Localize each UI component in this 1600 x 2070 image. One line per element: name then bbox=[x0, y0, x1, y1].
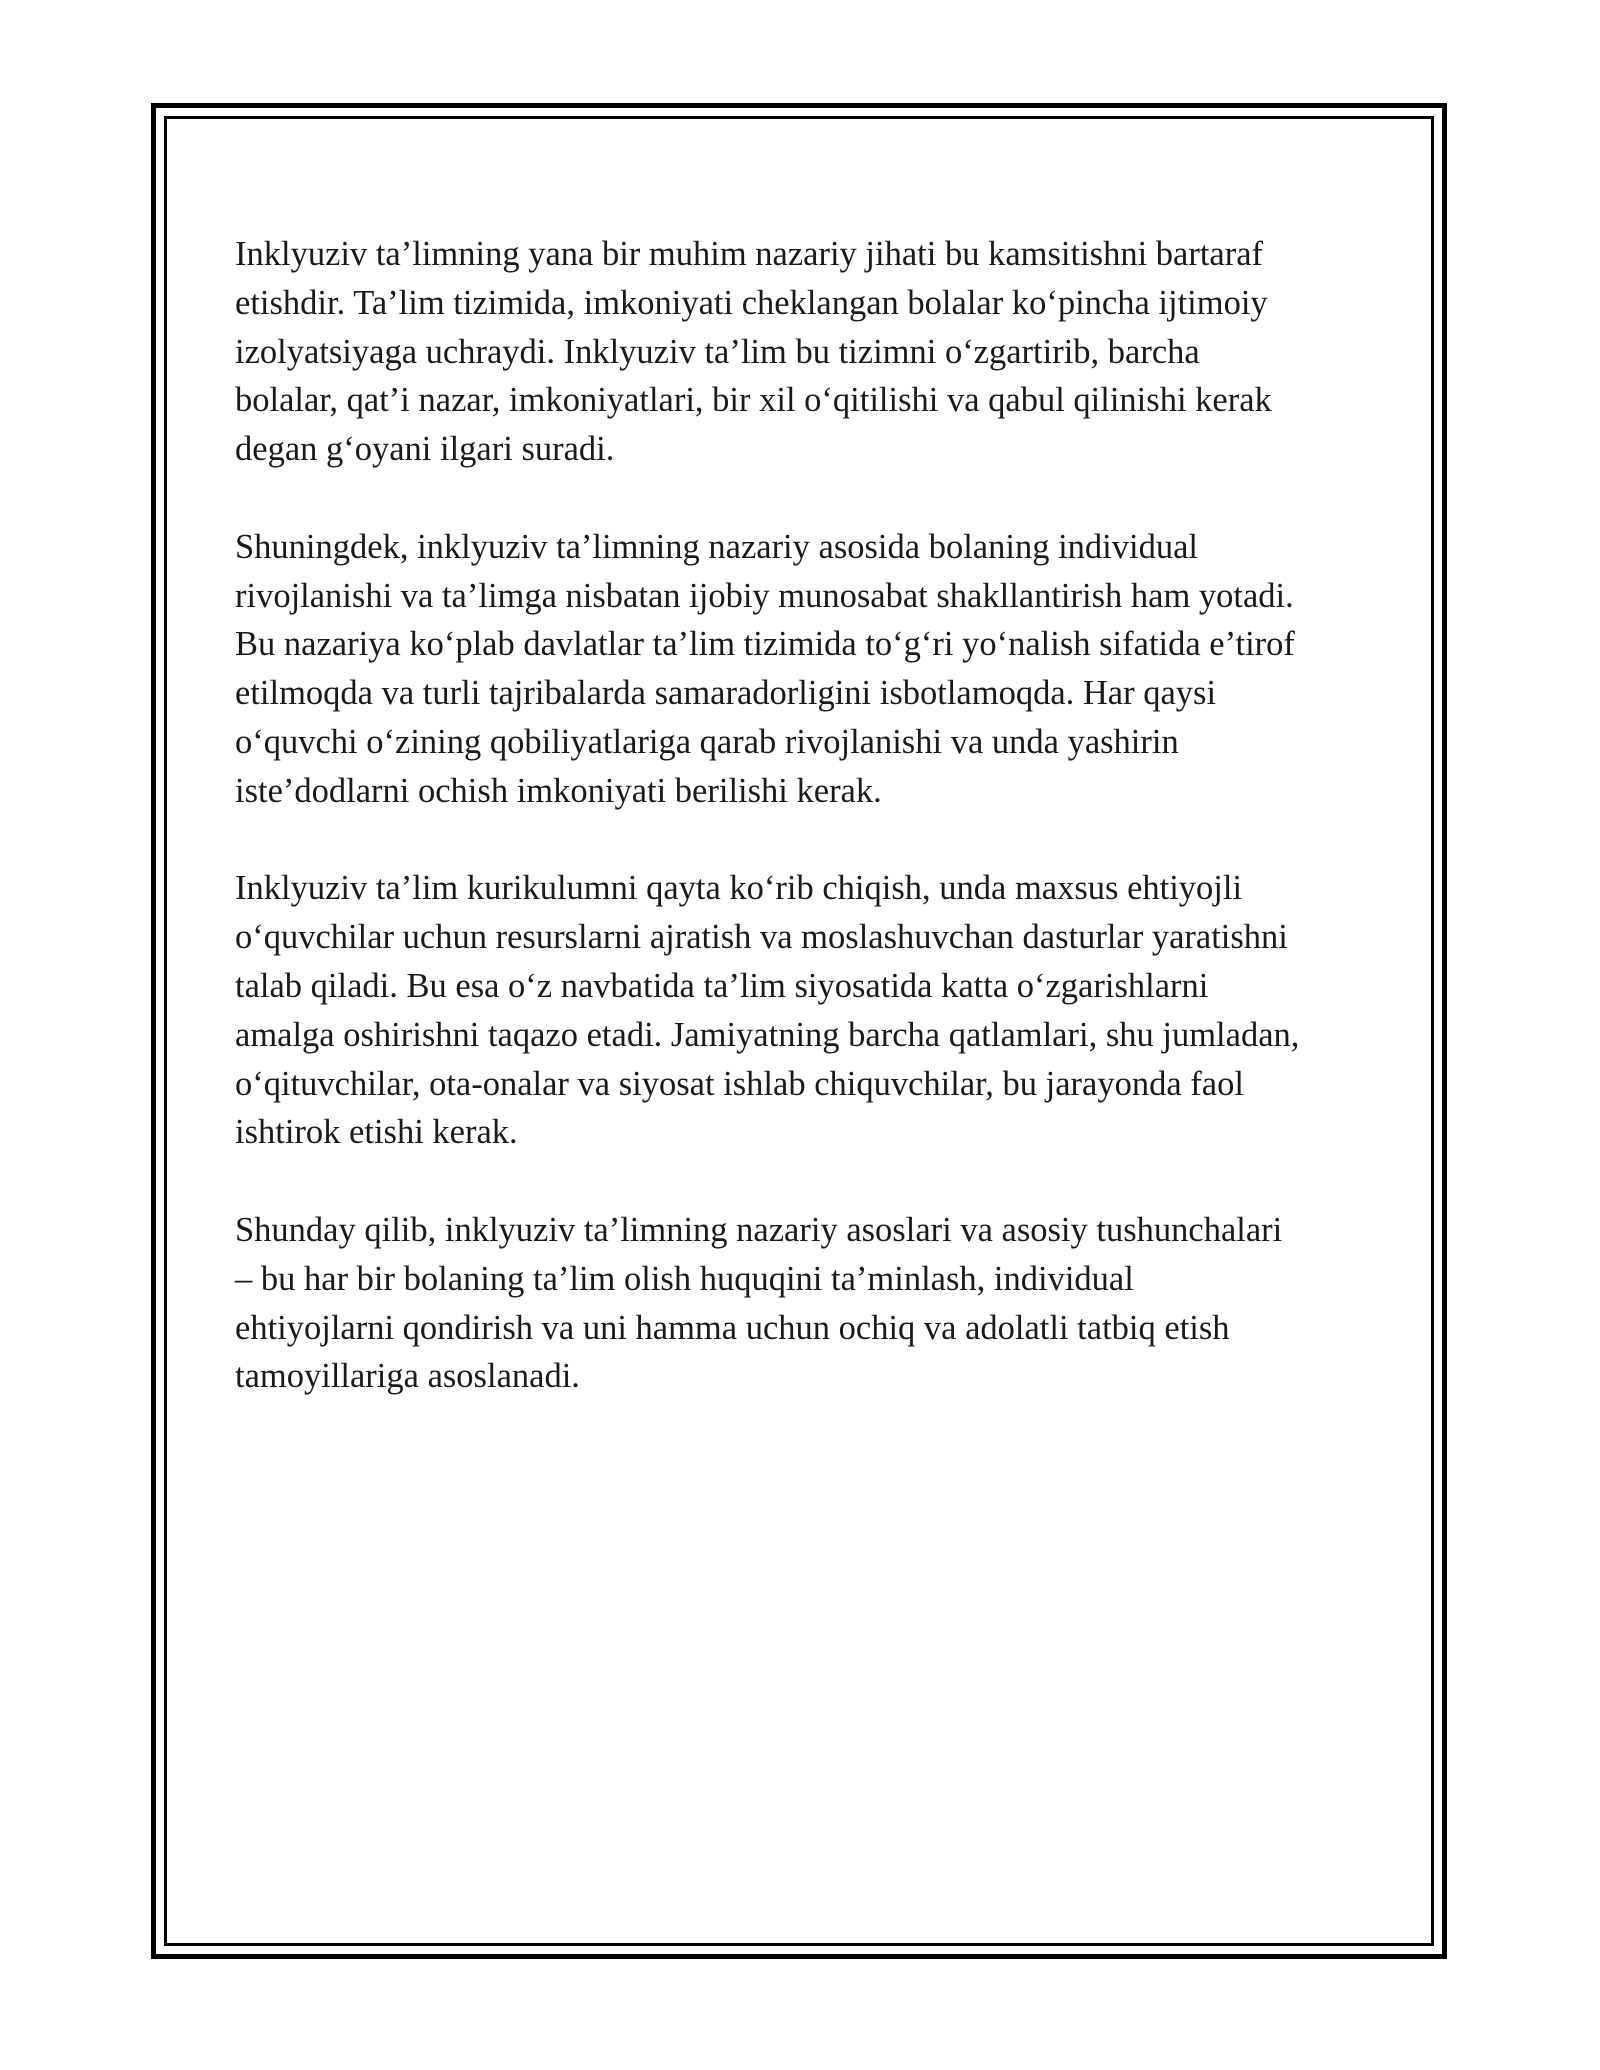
text-line: bolalar, qat’i nazar, imkoniyatlari, bir xil o‘qitilishi va qabul qilinishi kerak bbox=[235, 381, 1272, 420]
text-line: rivojlanishi va ta’limga nisbatan ijobiy munosabat shakllantirish ham yotadi. bbox=[235, 576, 1294, 615]
text-line: talab qiladi. Bu esa o‘z navbatida ta’lim siyosatida katta o‘zgarishlarni bbox=[235, 966, 1209, 1005]
text-line: etishdir. Ta’lim tizimida, imkoniyati cheklangan bolalar ko‘pincha ijtimoiy bbox=[235, 283, 1268, 322]
text-line: o‘quvchilar uchun resurslarni ajratish va moslashuvchan dasturlar yaratishni bbox=[235, 918, 1288, 957]
text-line: o‘quvchi o‘zining qobiliyatlariga qarab rivojlanishi va unda yashirin bbox=[235, 722, 1179, 761]
text-line: o‘qituvchilar, ota-onalar va siyosat ishlab chiquvchilar, bu jarayonda faol bbox=[235, 1064, 1244, 1103]
paragraph-1 bbox=[235, 230, 1375, 474]
text-line: Shuningdek, inklyuziv ta’limning nazariy asosida bolaning individual bbox=[235, 527, 1198, 566]
text-line: Bu nazariya ko‘plab davlatlar ta’lim tizimida to‘g‘ri yo‘nalish sifatida e’tirof bbox=[235, 625, 1295, 664]
text-line: iste’dodlarni ochish imkoniyati berilishi kerak. bbox=[235, 771, 882, 810]
text-line: etilmoqda va turli tajribalarda samaradorligini isbotlamoqda. Har qaysi bbox=[235, 674, 1217, 713]
text-line: – bu har bir bolaning ta’lim olish huquqini ta’minlash, individual bbox=[235, 1259, 1134, 1298]
text-line: ehtiyojlarni qondirish va uni hamma uchun ochiq va adolatli tatbiq etish bbox=[235, 1308, 1230, 1347]
text-line: amalga oshirishni taqazo etadi. Jamiyatning barcha qatlamlari, shu jumladan, bbox=[235, 1015, 1300, 1054]
text-line: Inklyuziv ta’limning yana bir muhim nazariy jihati bu kamsitishni bartaraf bbox=[235, 235, 1264, 273]
text-line: tamoyillariga asoslanadi. bbox=[235, 1357, 580, 1396]
paragraph-4 bbox=[235, 1206, 1375, 1401]
paragraph-3 bbox=[235, 864, 1375, 1157]
text-line: Shunday qilib, inklyuziv ta’limning nazariy asoslari va asosiy tushunchalari bbox=[235, 1210, 1283, 1249]
text-line: ishtirok etishi kerak. bbox=[235, 1113, 518, 1152]
document-body bbox=[235, 230, 1375, 1450]
text-line: Inklyuziv ta’lim kurikulumni qayta ko‘rib chiqish, unda maxsus ehtiyojli bbox=[235, 869, 1243, 908]
text-line: izolyatsiyaga uchraydi. Inklyuziv ta’lim bu tizimni o‘zgartirib, barcha bbox=[235, 332, 1200, 371]
text-line: degan g‘oyani ilgari suradi. bbox=[235, 430, 615, 469]
paragraph-2 bbox=[235, 523, 1375, 816]
